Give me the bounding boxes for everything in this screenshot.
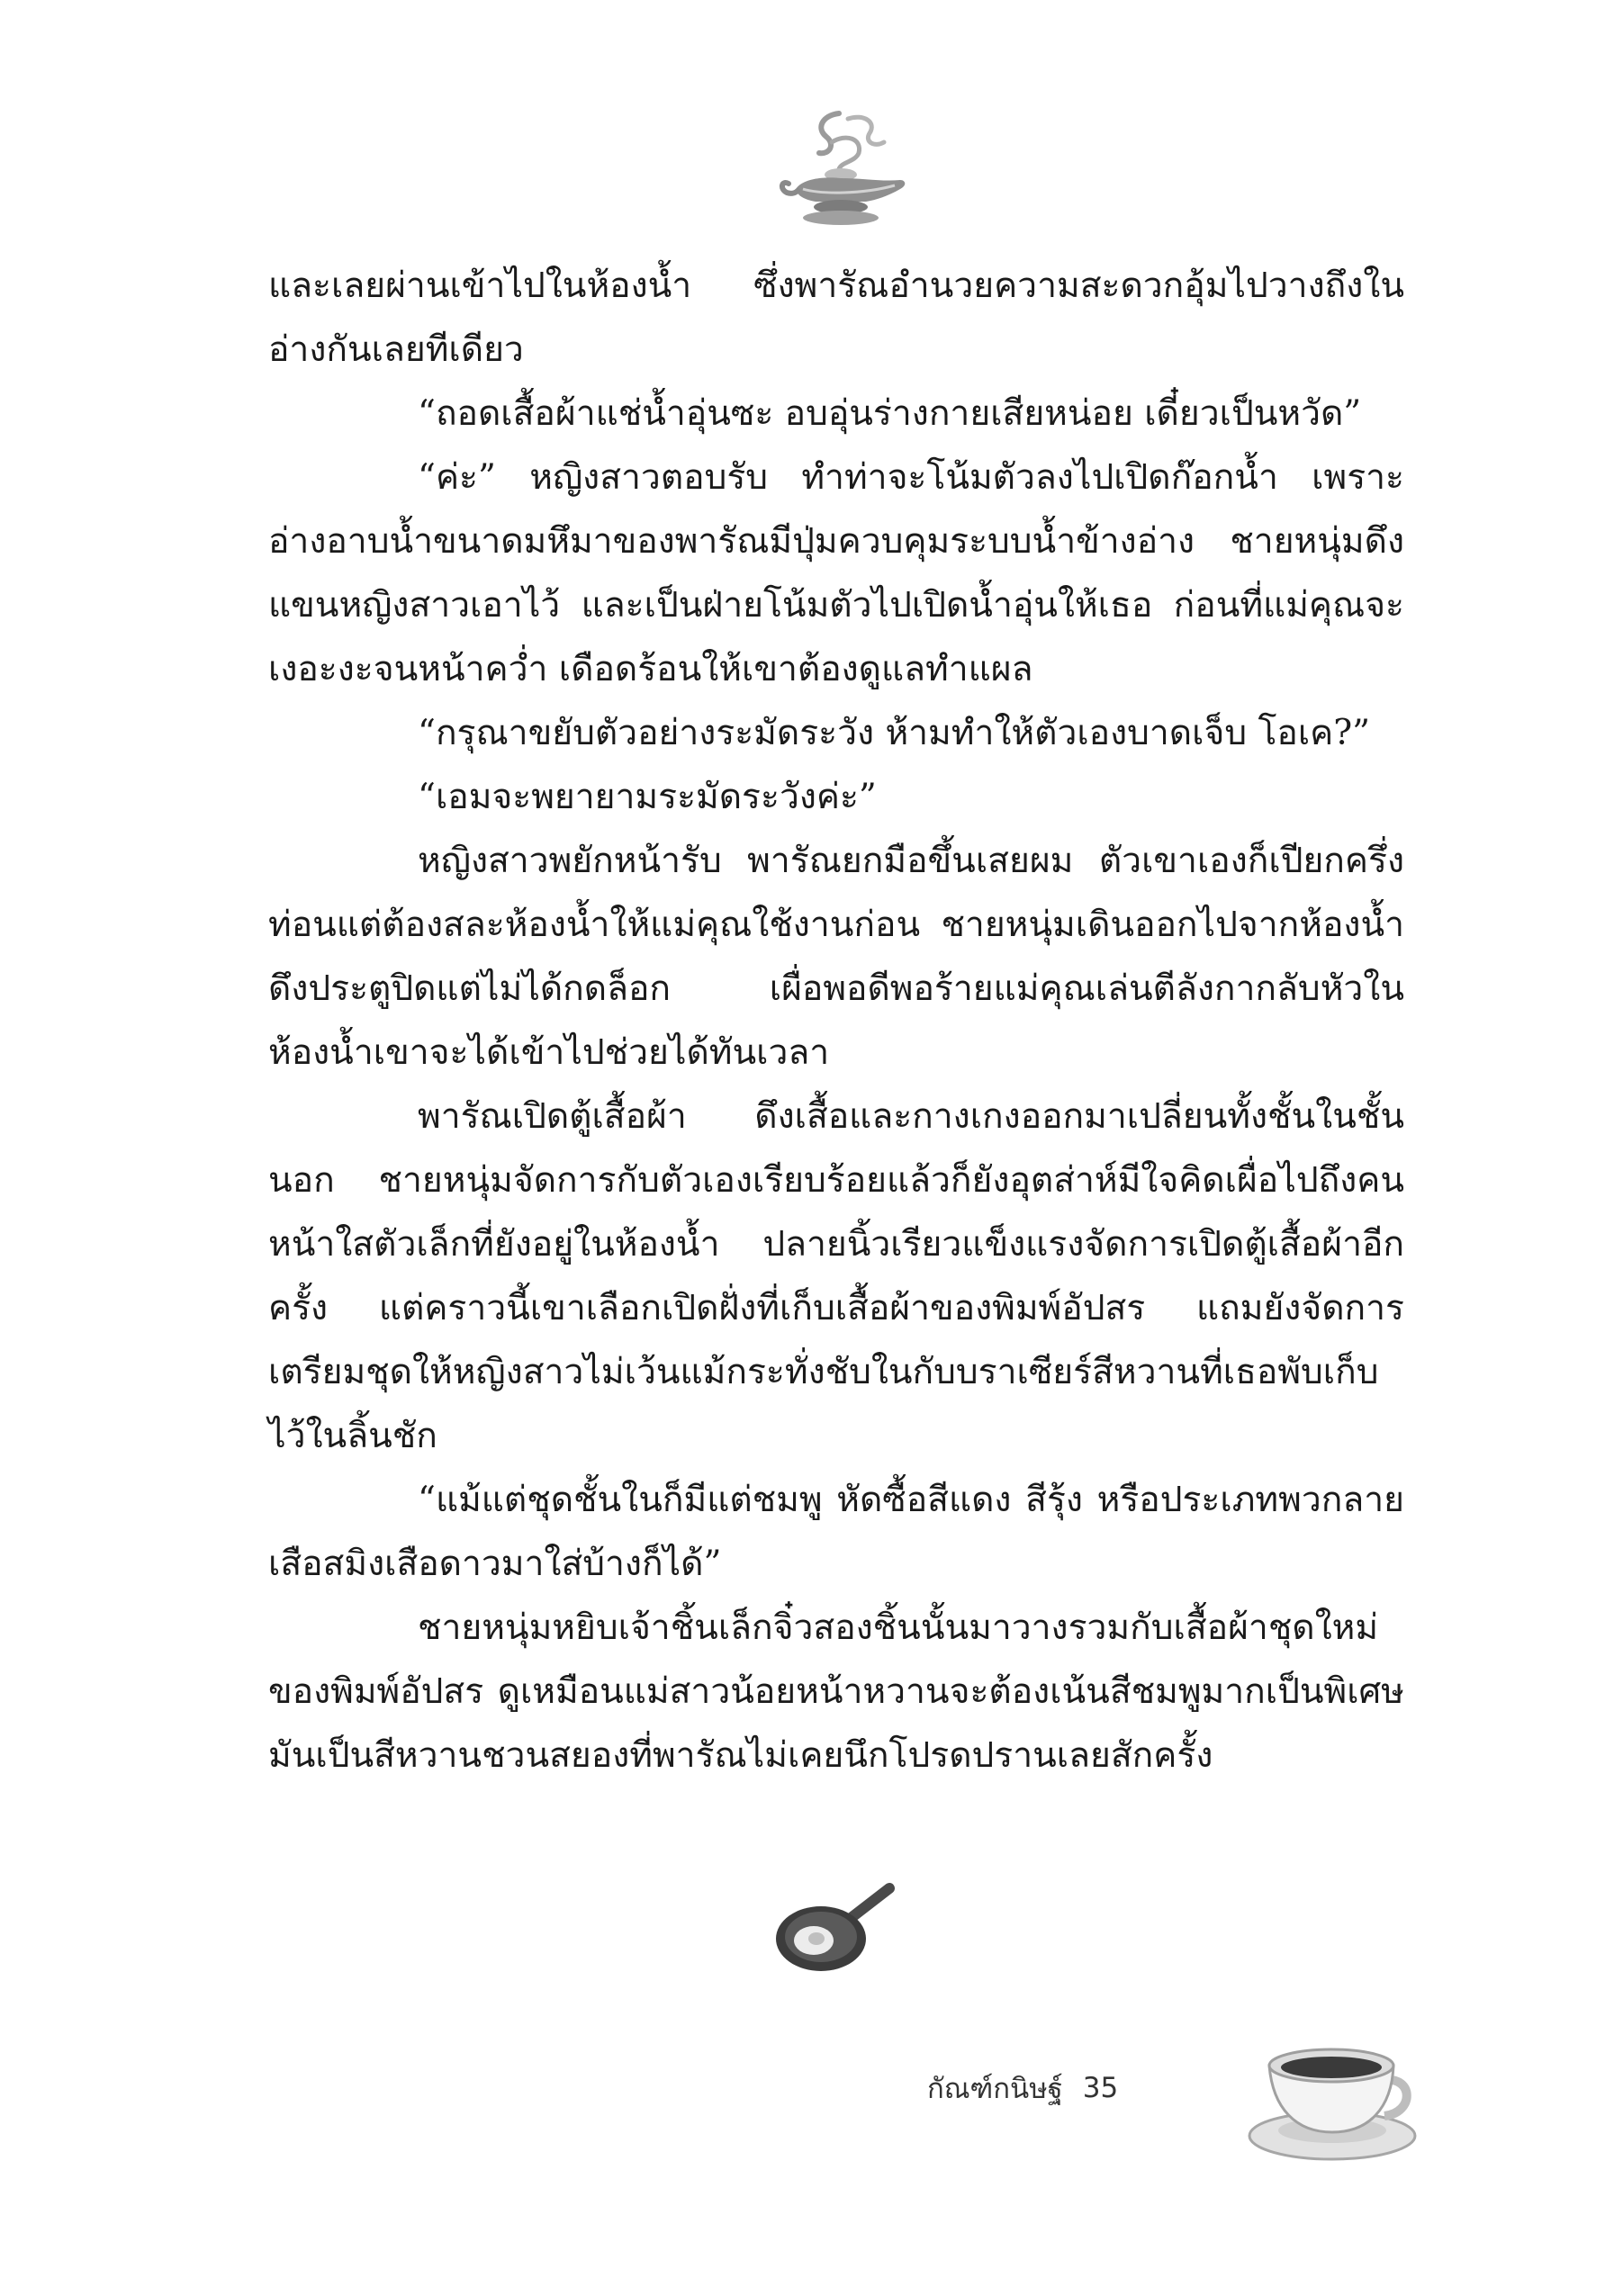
author-name: กัณฑ์กนิษฐ์ [927,2073,1063,2105]
frying-pan-egg-icon [767,1881,902,1980]
paragraph: ชายหนุ่มหยิบเจ้าชิ้นเล็กจิ๋วสองชิ้นนั้นมาวางรวมกับเสื้อผ้าชุดใหม่ของพิมพ์อัปสร ดูเหมือนแม่สาวน้อยหน้าหวานจะต้องเน้นสีชมพูมากเป็นพิเศษ มันเป็นสีหวานชวนสยองที่พารัณไม่เคยนึกโปรดปรานเลยสักครั้ง [268,1607,1404,1776]
magic-lamp-icon [776,106,911,232]
coffee-cup-icon [1242,2030,1422,2165]
page-number: 35 [1082,2072,1119,2104]
page-footer [927,2061,1118,2115]
paragraph: “เอมจะพยายามระมัดระวังค่ะ” [418,777,877,817]
paragraph: “ค่ะ” หญิงสาวตอบรับ ทำท่าจะโน้มตัวลงไปเปิดก๊อกน้ำ เพราะอ่างอาบน้ำขนาดมหึมาของพารัณมีปุ่มควบคุมระบบน้ำข้างอ่าง ชายหนุ่มดึงแขนหญิงสาวเอาไว้ และเป็นฝ่ายโน้มตัวไปเปิดน้ำอุ่นให้เธอ ก่อนที่แม่คุณจะเงอะงะจนหน้าคว่ำ เดือดร้อนให้เขาต้องดูแลทำแผล [268,457,1404,689]
paragraph: “กรุณาขยับตัวอย่างระมัดระวัง ห้ามทำให้ตัวเองบาดเจ็บ โอเค?” [418,713,1371,753]
body-text [268,254,1404,1787]
paragraph: หญิงสาวพยักหน้ารับ พารัณยกมือขึ้นเสยผม ตัวเขาเองก็เปียกครึ่งท่อนแต่ต้องสละห้องน้ำให้แม่คุณใช้งานก่อน ชายหนุ่มเดินออกไปจากห้องน้ำ ดึงประตูปิดแต่ไม่ได้กดล็อก เผื่อพอดีพอร้ายแม่คุณเล่นตีลังกากลับหัวในห้องน้ำเขาจะได้เข้าไปช่วยได้ทันเวลา [268,841,1404,1073]
paragraph: และเลยผ่านเข้าไปในห้องน้ำ ซึ่งพารัณอำนวยความสะดวกอุ้มไปวางถึงในอ่างกันเลยทีเดียว [268,266,1404,370]
paragraph: “ถอดเสื้อผ้าแช่น้ำอุ่นซะ อบอุ่นร่างกายเสียหน่อย เดี๋ยวเป็นหวัด” [418,393,1362,434]
paragraph: “แม้แต่ชุดชั้นในก็มีแต่ชมพู หัดซื้อสีแดง สีรุ้ง หรือประเภทพวกลายเสือสมิงเสือดาวมาใส่บ้างก็ได้” [268,1480,1404,1584]
paragraph: พารัณเปิดตู้เสื้อผ้า ดึงเสื้อและกางเกงออกมาเปลี่ยนทั้งชั้นในชั้นนอก ชายหนุ่มจัดการกับตัวเองเรียบร้อยแล้วก็ยังอุตส่าห์มีใจคิดเผื่อไปถึงคนหน้าใสตัวเล็กที่ยังอยู่ในห้องน้ำ ปลายนิ้วเรียวแข็งแรงจัดการเปิดตู้เสื้อผ้าอีกครั้ง แต่คราวนี้เขาเลือกเปิดฝั่งที่เก็บเสื้อผ้าของพิมพ์อัปสร แถมยังจัดการเตรียมชุดให้หญิงสาวไม่เว้นแม้กระทั่งชับในกับบราเซียร์สีหวานที่เธอพับเก็บไว้ในลิ้นชัก [268,1096,1404,1456]
